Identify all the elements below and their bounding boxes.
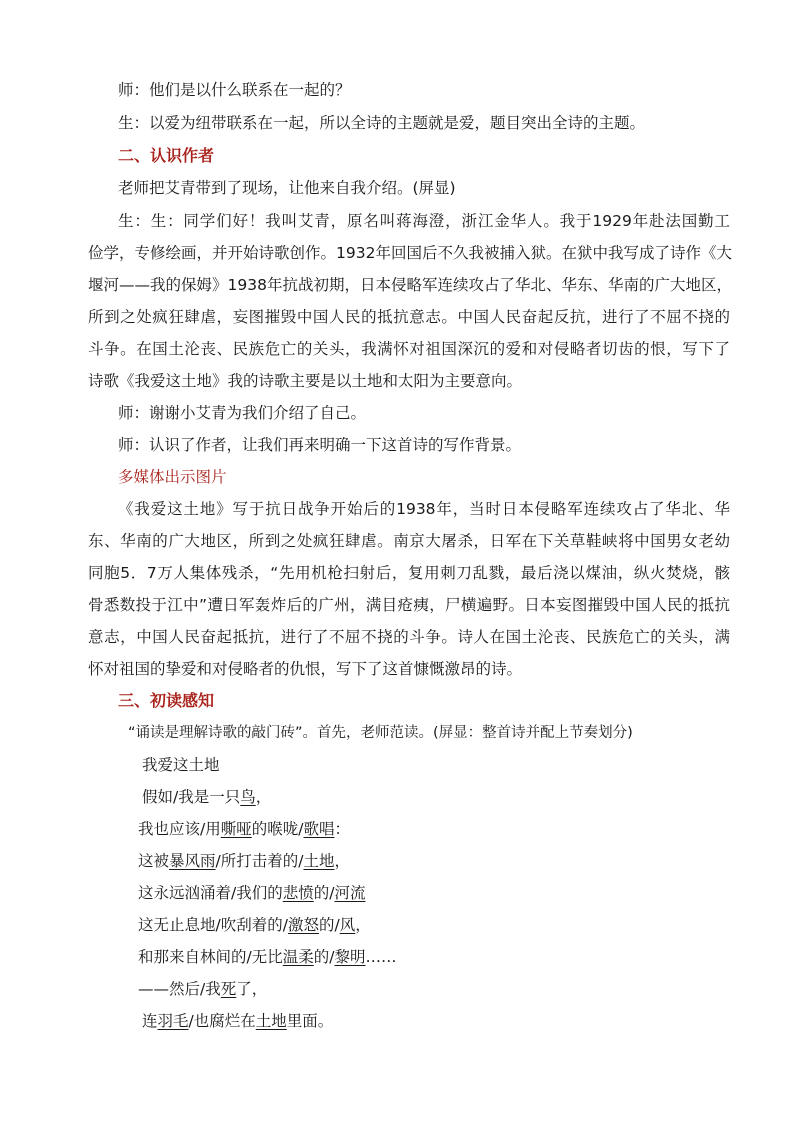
- background-line: 意志，中国人民奋起抵抗，进行了不屈不挠的斗争。诗人在国土沦丧、民族危亡的关头，满: [88, 628, 730, 646]
- author-intro-line: 斗争。在国土沦丧、民族危亡的关头，我满怀对祖国深沉的爱和对侵略者切齿的恨，写下了: [88, 340, 730, 358]
- dialogue-teacher-thanks: 师：谢谢小艾青为我们介绍了自己。: [118, 404, 367, 422]
- poem-line: 连羽毛/也腐烂在土地里面。: [142, 1012, 334, 1030]
- background-line: 东、华南的广大地区，所到之处疯狂肆虐。南京大屠杀，日军在下关草鞋峡将中国男女老幼: [88, 532, 730, 550]
- section-heading-first-reading: 三、初读感知: [118, 691, 215, 710]
- background-line: 骨悉数投于江中”遭日军轰炸后的广州，满目疮痍，尸横遍野。日本妄图摧毁中国人民的抵抗: [88, 596, 730, 614]
- dialogue-student-answer: 生：以爱为纽带联系在一起，所以全诗的主题就是爱，题目突出全诗的主题。: [118, 114, 646, 132]
- poem-line: 这被暴风雨/所打击着的/土地，: [138, 852, 351, 870]
- poem-line: ——然后/我死了，: [138, 980, 268, 998]
- background-line: 怀对祖国的挚爱和对侵略者的仇恨，写下了这首慷慨激昂的诗。: [88, 660, 523, 678]
- author-intro-line: 生：生：同学们好！我叫艾青，原名叫蒋海澄，浙江金华人。我于1929年赴法国勤工: [118, 212, 730, 230]
- poem-line: 这无止息地/吹刮着的/激怒的/风，: [138, 916, 371, 934]
- poem-line: 假如/我是一只鸟，: [142, 788, 272, 806]
- author-intro-line: 堰河——我的保姆》1938年抗战初期，日本侵略军连续攻占了华北、华东、华南的广大地区，: [88, 276, 732, 294]
- background-line: 同胞5．7万人集体残杀，“先用机枪扫射后，复用刺刀乱戮，最后浇以煤油，纵火焚烧，骸: [88, 564, 730, 582]
- poem-line: 我也应该/用嘶哑的喉咙/歌唱：: [138, 820, 351, 838]
- section-heading-author: 二、认识作者: [118, 146, 215, 165]
- media-note: 多媒体出示图片: [118, 468, 227, 486]
- author-intro-line: 诗歌《我爱这土地》我的诗歌主要是以土地和太阳为主要意向。: [88, 372, 523, 390]
- poem-line: 这永远汹涌着/我们的悲愤的/河流: [138, 884, 366, 902]
- dialogue-teacher-question: 师：他们是以什么联系在一起的？: [118, 81, 351, 99]
- intro-paragraph: 老师把艾青带到了现场，让他来自我介绍。(屏显): [118, 179, 456, 197]
- dialogue-teacher-background: 师：认识了作者，让我们再来明确一下这首诗的写作背景。: [118, 436, 522, 454]
- poem-line: 和那来自林间的/无比温柔的/黎明……: [138, 948, 397, 966]
- poem-title: 我爱这土地: [142, 756, 220, 774]
- reading-instruction: “诵读是理解诗歌的敲门砖”。首先，老师范读。(屏显：整首诗并配上节奏划分): [128, 725, 633, 741]
- author-intro-line: 俭学，专修绘画，并开始诗歌创作。1932年回国后不久我被捕入狱。在狱中我写成了诗作《大: [88, 244, 732, 262]
- background-line: 《我爱这土地》写于抗日战争开始后的1938年，当时日本侵略军连续攻占了华北、华: [118, 500, 730, 518]
- author-intro-line: 所到之处疯狂肆虐，妄图摧毁中国人民的抵抗意志。中国人民奋起反抗，进行了不屈不挠的: [88, 308, 730, 326]
